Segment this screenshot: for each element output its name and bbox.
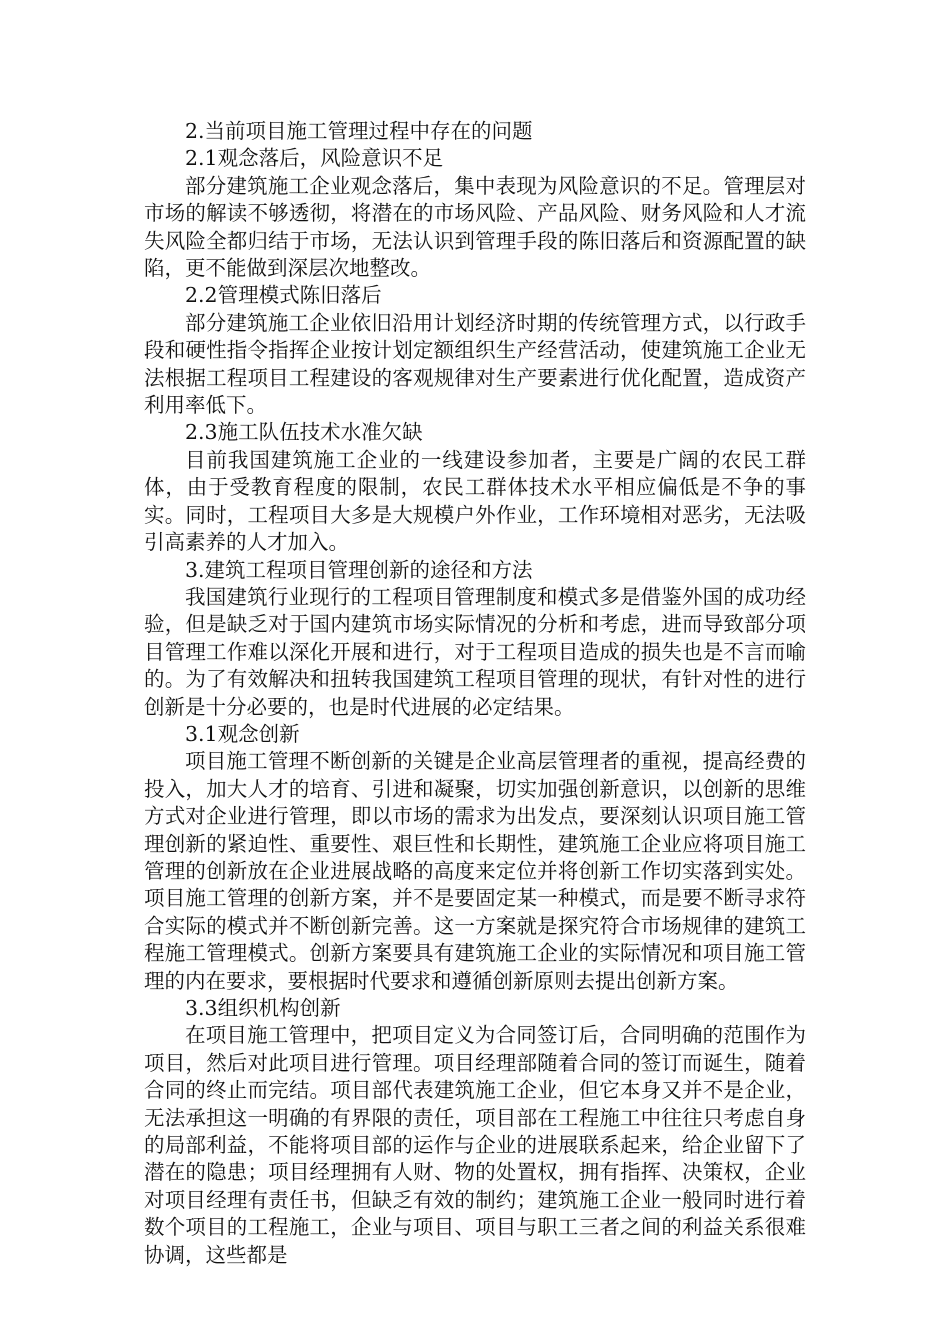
section-heading-2: 2.当前项目施工管理过程中存在的问题 <box>185 119 533 143</box>
section-heading-2-1: 2.1观念落后，风险意识不足 <box>185 146 444 171</box>
paragraph-3: 我国建筑行业现行的工程项目管理制度和模式多是借鉴外国的成功经验，但是缺乏对于国内建筑市场实际情况的分析和考虑，进而导致部分项目管理工作难以深化开展和进行，对于工程项目造成的损失也是不言而喻的。为了有效解决和扭转我国建筑工程项目管理的现状，有针对性的进行创新是十分必要的，也是时代进展的必定结果。 <box>144 584 806 719</box>
section-heading-3-3: 3.3组织机构创新 <box>185 996 341 1020</box>
paragraph-2-1: 部分建筑施工企业观念落后，集中表现为风险意识的不足。管理层对市场的解读不够透彻，将潜在的市场风险、产品风险、财务风险和人才流失风险全都归结于市场，无法认识到管理手段的陈旧落后和资源配置的缺陷，更不能做到深层次地整改。 <box>144 173 806 281</box>
paragraph-3-1: 项目施工管理不断创新的关键是企业高层管理者的重视，提高经费的投入，加大人才的培育、引进和凝聚，切实加强创新意识，以创新的思维方式对企业进行管理，即以市场的需求为出发点，要深刻认识项目施工管理创新的紧迫性、重要性、艰巨性和长期性，建筑施工企业应将项目施工管理的创新放在企业进展战略的高度来定位并将创新工作切实落到实处。项目施工管理的创新方案，并不是要固定某一种模式，而是要不断寻求符合实际的模式并不断创新完善。这一方案就是探究符合市场规律的建筑工程施工管理模式。创新方案要具有建筑施工企业的实际情况和项目施工管理的内在要求，要根据时代要求和遵循创新原则去提出创新方案。 <box>144 749 806 993</box>
paragraph-3-3: 在项目施工管理中，把项目定义为合同签订后，合同明确的范围作为项目，然后对此项目进行管理。项目经理部随着合同的签订而诞生，随着合同的终止而完结。项目部代表建筑施工企业，但它本身又并不是企业，无法承担这一明确的有界限的责任，项目部在工程施工中往往只考虑自身的局部利益，不能将项目部的运作与企业的进展联系起来，给企业留下了潜在的隐患；项目经理拥有人财、物的处置权，拥有指挥、决策权，企业对项目经理有责任书，但缺乏有效的制约；建筑施工企业一般同时进行着数个项目的工程施工，企业与项目、项目与职工三者之间的利益关系很难协调，这些都是 <box>144 1023 806 1267</box>
document-page <box>144 118 806 1269</box>
section-heading-3: 3.建筑工程项目管理创新的途径和方法 <box>185 557 533 582</box>
paragraph-2-2: 部分建筑施工企业依旧沿用计划经济时期的传统管理方式，以行政手段和硬性指令指挥企业按计划定额组织生产经营活动，使建筑施工企业无法根据工程项目工程建设的客观规律对生产要素进行优化配置，造成资产利用率低下。 <box>144 310 806 418</box>
section-heading-2-3: 2.3施工队伍技术水准欠缺 <box>185 420 423 445</box>
paragraph-2-3: 目前我国建筑施工企业的一线建设参加者，主要是广阔的农民工群体，由于受教育程度的限制，农民工群体技术水平相应偏低是不争的事实。同时，工程项目大多是大规模户外作业，工作环境相对恶劣，无法吸引高素养的人才加入。 <box>144 447 806 555</box>
section-heading-3-1: 3.1观念创新 <box>185 721 300 746</box>
section-heading-2-2: 2.2管理模式陈旧落后 <box>185 283 382 308</box>
